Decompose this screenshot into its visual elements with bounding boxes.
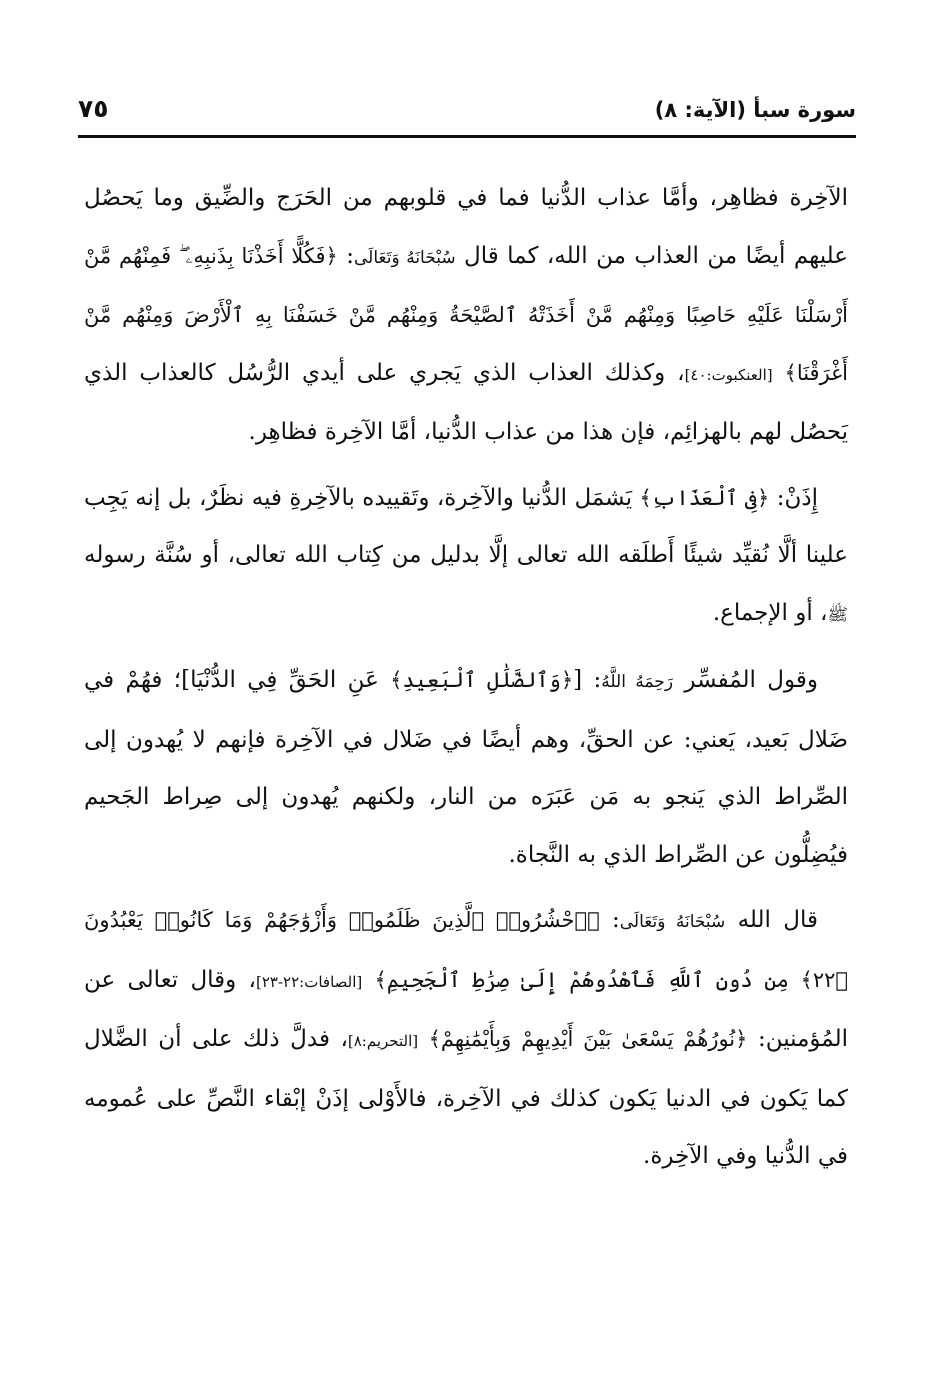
page-number: ٧٥ [78,94,109,123]
text-segment: الآخِرة فظاهِر، وأمَّا عذاب الدُّنيا فما في قلوبهم من الحَرَج والضِّيق وما يَحصُل عليهم أيضًا من العذاب من الله، كما قال [84,185,849,269]
main-text [84,170,848,1186]
citation-ref: [العنكبوت:٤٠] [684,365,773,384]
text-segment [418,1026,429,1052]
header-divider [78,135,856,138]
text-segment: قال الله [725,907,818,933]
text-segment: ، وكذلك العذاب الذي يَجري على أيدي الرُّسُل كالعذاب الذي يَحصُل لهم بالهزائِم، فإن هذا من عذاب الدُّنيا، أمَّا الآخِرة فظاهِر. [84,359,848,445]
text-segment: وقول المُفسِّر [673,667,818,693]
text-segment: : [599,907,620,933]
text-segment [362,967,374,993]
chapter-heading: سورة سبأ (الآية: ٨) [654,98,856,122]
quran-quote: ﴿نُورُهُمْ يَسْعَىٰ بَيْنَ أَيْدِيهِمْ وَبِأَيْمَٰنِهِمْ﴾ [428,1027,748,1051]
quran-quote: ﴿فَكُلًّا أَخَذْنَا بِذَنبِهِۦ ۖ فَمِنْهُم مَّنْ أَرْسَلْنَا عَلَيْهِ حَاصِبًا وَمِنْهُم مَّنْ أَخَذَتْهُ ٱلصَّيْحَةُ وَمِنْهُم مَّنْ خَسَفْنَا بِهِ ٱلْأَرْضَ وَمِنْهُم مَّنْ أَغْرَقْنَا﴾ [84,243,848,385]
honorific-phrase: ﷺ [827,604,848,625]
text-segment: ، أو الإجماع. [712,599,828,626]
text-segment: عَنِ الحَقِّ فِي الدُّنْيَا]؛ فهُمْ في ضَلال بَعيد، يَعني: عن الحقِّ، وهم أيضًا في ضَلال في الآخِرة فإنهم لا يُهدون إلى الصِّراط الذي يَنجو به مَن عَبَرَه من النار، ولكنهم يُهدون إلى صِراط الجَحيم فيُضِلُّون عن الصِّراط الذي به النَّجاة. [84,667,848,868]
paragraph-4 [84,892,848,1186]
page-header [78,92,856,132]
quran-quote: ﴿وَٱلضَّلَٰلِ ٱلْبَعِيدِ﴾ [390,668,574,692]
text-segment: يَشمَل الدُّنيا والآخِرة، وتَقييده بالآخِرةِ فيه نظَرٌ، بل إنه يَجِب علينا ألَّا نُقيِّد شيئًا أَطلَقه الله تعالى إلَّا بدليل من كِتاب الله تعالى، أو سُنَّة رسوله [84,484,848,568]
quran-quote: ﴿فِى ٱلْعَذَابِ﴾ [639,485,770,510]
text-segment: ، فدلَّ ذلك على أن الضَّلال كما يَكون في الدنيا يَكون كذلك في الآخِرة، فالأَوْلى إذَنْ إبْقاء النَّصِّ على عُمومه في الدُّنيا وفي الآخِرة. [84,1026,848,1169]
text-segment [773,360,785,386]
honorific-phrase: سُبْحَانَهُ وَتَعَالَى [354,247,456,268]
citation-ref: [الصافات:٢٢-٢٣] [255,972,363,991]
text-segment: ، وقال تعالى عن المُؤمنين: [84,966,848,1052]
honorific-phrase: رَحِمَهُ اللَّهُ [601,672,674,692]
citation-ref: [التحريم:٨] [347,1032,419,1050]
paragraph-2 [84,470,848,645]
text-segment: : [337,242,355,269]
quran-quote: ﴿ٱحْشُرُوا۟ ٱلَّذِينَ ظَلَمُوا۟ وَأَزْوَٰجَهُمْ وَمَا كَانُوا۟ يَعْبُدُونَ ﴿٢٢﴾ مِن دُونِ ٱللَّهِ فَٱهْدُوهُمْ إِلَىٰ صِرَٰطِ ٱلْجَحِيمِ﴾ [84,908,849,992]
paragraph-3 [84,652,848,884]
paragraph-1 [84,170,848,462]
text-segment: : [ [573,667,602,693]
text-segment: إِذَنْ: [769,484,818,511]
honorific-phrase: سُبْحَانَهُ وَتَعَالَى [619,912,726,932]
